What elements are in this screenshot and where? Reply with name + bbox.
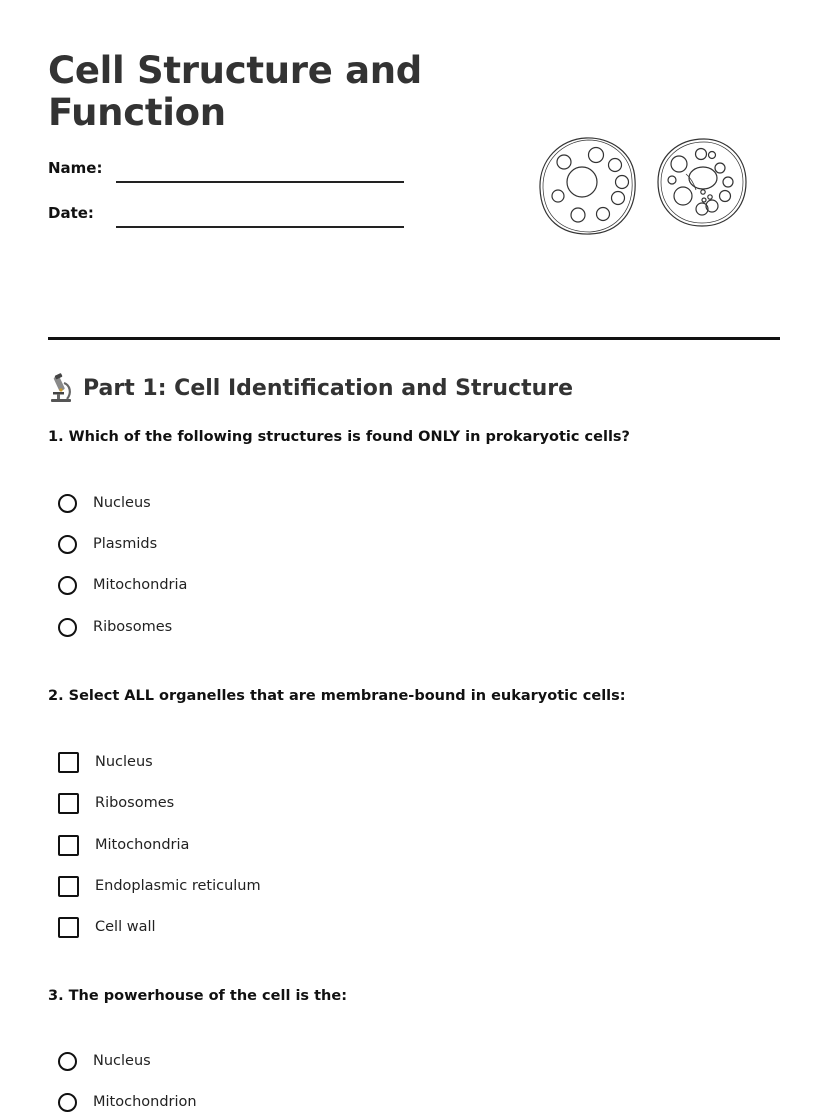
plant-cell-illustration [658,139,746,226]
option-label: Nucleus [95,754,153,770]
question-2-option-5[interactable] [58,915,156,939]
name-field[interactable] [116,181,404,183]
radio-button[interactable] [58,494,77,513]
question-1-option-1[interactable] [58,491,151,515]
option-label: Plasmids [93,536,158,552]
option-label: Ribosomes [93,619,173,635]
title-line-2: Function [48,91,226,134]
part-1-heading-text: Part 1: Cell Identification and Structure [83,375,574,401]
checkbox[interactable] [58,752,79,773]
part-1-heading [48,373,573,403]
question-1-option-4[interactable] [58,615,172,639]
radio-button[interactable] [58,618,77,637]
option-label: Nucleus [93,495,151,511]
cell-diagrams-illustration [536,134,752,240]
date-field[interactable] [116,226,404,228]
question-1-text: 1. Which of the following structures is found ONLY in prokaryotic cells? [48,429,630,445]
question-3-option-1[interactable] [58,1049,151,1073]
question-2-option-4[interactable] [58,874,261,898]
question-2-option-3[interactable] [58,833,189,857]
radio-button[interactable] [58,1052,77,1071]
radio-button[interactable] [58,535,77,554]
name-label: Name: [48,159,103,177]
question-2-option-2[interactable] [58,791,174,815]
checkbox[interactable] [58,793,79,814]
date-label: Date: [48,204,94,222]
page-title [48,50,422,134]
option-label: Mitochondrion [93,1094,197,1110]
checkbox[interactable] [58,876,79,897]
radio-button[interactable] [58,576,77,595]
question-3-option-2[interactable] [58,1090,197,1114]
option-label: Mitochondria [95,837,190,853]
radio-button[interactable] [58,1093,77,1112]
question-2-text: 2. Select ALL organelles that are membrane-bound in eukaryotic cells: [48,688,626,704]
option-label: Ribosomes [95,795,175,811]
option-label: Nucleus [93,1053,151,1069]
section-divider [48,337,780,340]
checkbox[interactable] [58,917,79,938]
option-label: Endoplasmic reticulum [95,878,261,894]
microscope-icon [48,373,74,403]
question-1-option-2[interactable] [58,532,157,556]
question-1-option-3[interactable] [58,573,187,597]
option-label: Mitochondria [93,577,188,593]
title-line-1: Cell Structure and [48,49,422,92]
option-label: Cell wall [95,919,156,935]
animal-cell-illustration [540,138,635,234]
checkbox[interactable] [58,835,79,856]
question-2-option-1[interactable] [58,750,153,774]
question-3-text: 3. The powerhouse of the cell is the: [48,988,347,1004]
